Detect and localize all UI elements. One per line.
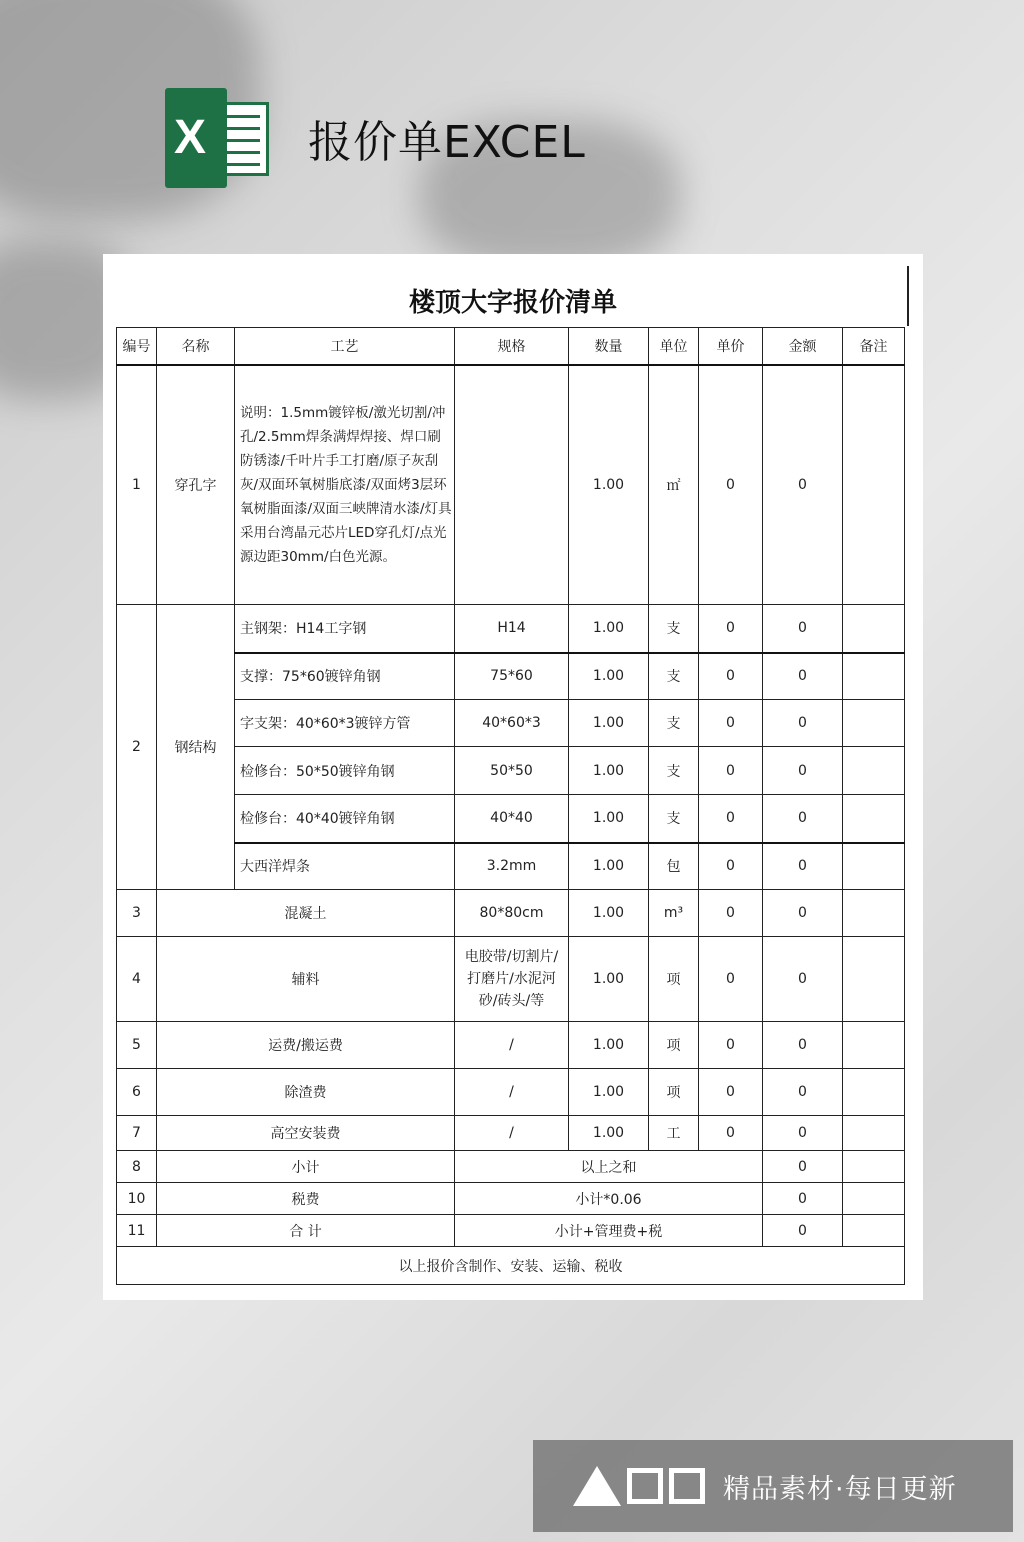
- cell-qty: 1.00: [569, 605, 649, 653]
- table-row: [117, 890, 905, 937]
- cell-no: 7: [117, 1116, 157, 1151]
- cell-formula: 小计+管理费+税: [455, 1215, 763, 1247]
- cell-amount: 0: [763, 795, 843, 843]
- cell-spec: 40*40: [455, 795, 569, 843]
- cell-amount: 0: [763, 937, 843, 1022]
- cell-amount: 0: [763, 1116, 843, 1151]
- summary-row: [117, 1215, 905, 1247]
- cell-qty: 1.00: [569, 937, 649, 1022]
- cell-spec: /: [455, 1116, 569, 1151]
- cell-no: 10: [117, 1183, 157, 1215]
- footer-row: [117, 1247, 905, 1285]
- cell-note: [843, 1151, 905, 1183]
- cell-qty: 1.00: [569, 700, 649, 747]
- col-header-spec: 规格: [455, 328, 569, 365]
- cell-qty: 1.00: [569, 843, 649, 890]
- table-row: [117, 843, 905, 890]
- cell-price: 0: [699, 700, 763, 747]
- cell-unit: 支: [649, 747, 699, 795]
- cell-spec: 75*60: [455, 653, 569, 700]
- col-header-amount: 金额: [763, 328, 843, 365]
- quote-table: [116, 327, 905, 1285]
- cell-spec: 80*80cm: [455, 890, 569, 937]
- cell-qty: 1.00: [569, 1116, 649, 1151]
- cell-unit: 工: [649, 1116, 699, 1151]
- cell-no: 1: [117, 365, 157, 605]
- cell-spec: /: [455, 1022, 569, 1069]
- col-header-name: 名称: [157, 328, 235, 365]
- cell-note: [843, 605, 905, 653]
- cell-amount: 0: [763, 1022, 843, 1069]
- cell-spec: 50*50: [455, 747, 569, 795]
- cell-name: 除渣费: [157, 1069, 455, 1116]
- cell-unit: 项: [649, 1069, 699, 1116]
- cell-spec: 3.2mm: [455, 843, 569, 890]
- document-title: 楼顶大字报价清单: [408, 288, 617, 318]
- cell-no: 5: [117, 1022, 157, 1069]
- cell-unit: 支: [649, 795, 699, 843]
- cell-formula: 以上之和: [455, 1151, 763, 1183]
- cell-amount: 0: [763, 365, 843, 605]
- col-header-unit: 单位: [649, 328, 699, 365]
- table-row: [117, 605, 905, 653]
- cell-amount: 0: [763, 843, 843, 890]
- cell-price: 0: [699, 365, 763, 605]
- cell-desc: 说明：1.5mm镀锌板/激光切割/冲孔/2.5mm焊条满焊焊接、焊口刷防锈漆/千叶片手工打磨/原子灰刮灰/双面环氧树脂底漆/双面烤3层环氧树脂面漆/双面三峡牌清水漆/灯具采用台湾晶元芯片LED穿孔灯/点光源边距30mm/白色光源。: [235, 365, 455, 605]
- cell-unit: ㎡: [649, 365, 699, 605]
- cell-name: 穿孔字: [157, 365, 235, 605]
- table-row: [117, 653, 905, 700]
- cell-price: 0: [699, 605, 763, 653]
- cell-note: [843, 700, 905, 747]
- cell-note: [843, 1215, 905, 1247]
- summary-row: [117, 1151, 905, 1183]
- cell-qty: 1.00: [569, 890, 649, 937]
- cell-amount: 0: [763, 890, 843, 937]
- cell-amount: 0: [763, 1069, 843, 1116]
- cell-name: 小计: [157, 1151, 455, 1183]
- cell-amount: 0: [763, 1151, 843, 1183]
- table-row: [117, 1116, 905, 1151]
- cell-name: 辅料: [157, 937, 455, 1022]
- cell-unit: 支: [649, 700, 699, 747]
- cell-price: 0: [699, 843, 763, 890]
- table-row: [117, 1069, 905, 1116]
- cell-note: [843, 1183, 905, 1215]
- cell-note: [843, 795, 905, 843]
- cell-note: [843, 890, 905, 937]
- cell-spec: 40*60*3: [455, 700, 569, 747]
- cell-qty: 1.00: [569, 747, 649, 795]
- cell-desc: 检修台：40*40镀锌角钢: [235, 795, 455, 843]
- cell-note: [843, 937, 905, 1022]
- cell-price: 0: [699, 747, 763, 795]
- col-header-note: 备注: [843, 328, 905, 365]
- cell-qty: 1.00: [569, 795, 649, 843]
- cell-no: 8: [117, 1151, 157, 1183]
- cell-name: 高空安装费: [157, 1116, 455, 1151]
- cell-no: 2: [117, 605, 157, 890]
- cell-qty: 1.00: [569, 1069, 649, 1116]
- table-header-row: [117, 328, 905, 365]
- col-header-price: 单价: [699, 328, 763, 365]
- cell-amount: 0: [763, 653, 843, 700]
- table-row: [117, 747, 905, 795]
- page-title: 报价单EXCEL: [308, 116, 586, 168]
- site-logo-icon: [573, 1466, 711, 1506]
- page-header: [165, 85, 586, 190]
- table-row: [117, 937, 905, 1022]
- cell-name: 混凝土: [157, 890, 455, 937]
- cell-note: [843, 653, 905, 700]
- cell-amount: 0: [763, 747, 843, 795]
- cell-note: [843, 1022, 905, 1069]
- cell-desc: 支撑：75*60镀锌角钢: [235, 653, 455, 700]
- col-header-no: 编号: [117, 328, 157, 365]
- cell-spec: /: [455, 1069, 569, 1116]
- col-header-desc: 工艺: [235, 328, 455, 365]
- cell-name: 税费: [157, 1183, 455, 1215]
- cell-price: 0: [699, 1116, 763, 1151]
- cell-amount: 0: [763, 700, 843, 747]
- excel-icon: X: [165, 88, 273, 188]
- cell-amount: 0: [763, 1215, 843, 1247]
- cell-price: 0: [699, 937, 763, 1022]
- cell-unit: 支: [649, 653, 699, 700]
- cell-unit: 包: [649, 843, 699, 890]
- cell-amount: 0: [763, 1183, 843, 1215]
- cell-qty: 1.00: [569, 365, 649, 605]
- cell-unit: m³: [649, 890, 699, 937]
- cell-price: 0: [699, 653, 763, 700]
- cell-name: 合 计: [157, 1215, 455, 1247]
- table-row: [117, 365, 905, 605]
- cell-qty: 1.00: [569, 1022, 649, 1069]
- cell-name: 运费/搬运费: [157, 1022, 455, 1069]
- table-row: [117, 700, 905, 747]
- col-header-qty: 数量: [569, 328, 649, 365]
- quote-sheet: [103, 254, 923, 1300]
- cell-spec: H14: [455, 605, 569, 653]
- cell-qty: 1.00: [569, 653, 649, 700]
- cell-unit: 项: [649, 1022, 699, 1069]
- cell-spec: [455, 365, 569, 605]
- watermark-banner: [533, 1440, 1013, 1532]
- cell-unit: 支: [649, 605, 699, 653]
- cell-price: 0: [699, 1069, 763, 1116]
- cell-desc: 大西洋焊条: [235, 843, 455, 890]
- cell-desc: 主钢架：H14工字钢: [235, 605, 455, 653]
- table-row: [117, 795, 905, 843]
- cell-desc: 检修台：50*50镀锌角钢: [235, 747, 455, 795]
- cell-unit: 项: [649, 937, 699, 1022]
- cell-note: [843, 1116, 905, 1151]
- cell-price: 0: [699, 890, 763, 937]
- cell-note: [843, 1069, 905, 1116]
- watermark-text: 精品素材·每日更新: [723, 1473, 957, 1505]
- cell-note: [843, 365, 905, 605]
- cell-price: 0: [699, 795, 763, 843]
- cell-no: 11: [117, 1215, 157, 1247]
- cell-note: [843, 747, 905, 795]
- cell-spec: 电胶带/切割片/打磨片/水泥河砂/砖头/等: [455, 937, 569, 1022]
- cell-amount: 0: [763, 605, 843, 653]
- cell-name: 钢结构: [157, 605, 235, 890]
- cell-no: 4: [117, 937, 157, 1022]
- cell-no: 6: [117, 1069, 157, 1116]
- footer-note: 以上报价含制作、安装、运输、税收: [117, 1247, 905, 1285]
- table-row: [117, 1022, 905, 1069]
- cell-no: 3: [117, 890, 157, 937]
- cell-note: [843, 843, 905, 890]
- cell-formula: 小计*0.06: [455, 1183, 763, 1215]
- summary-row: [117, 1183, 905, 1215]
- cell-desc: 字支架：40*60*3镀锌方管: [235, 700, 455, 747]
- cell-price: 0: [699, 1022, 763, 1069]
